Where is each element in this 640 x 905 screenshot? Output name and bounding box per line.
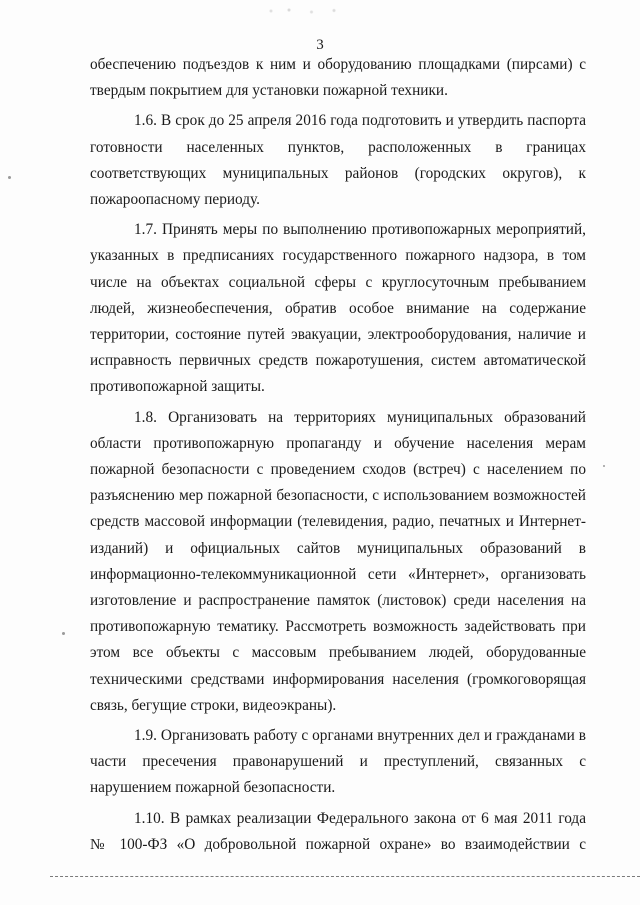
scan-speck	[8, 176, 11, 179]
paragraph-1-10	[90, 806, 586, 858]
scan-artifact	[262, 6, 352, 16]
paragraph-1-6	[90, 108, 586, 213]
text-line: обеспечению подъездов к ним и оборудованию площадками (пирсами) с	[90, 56, 586, 73]
text-line: изготовление и распространение памяток (листовок) среди населения на	[90, 592, 586, 610]
text-line: средств массовой информации (телевидения, радио, печатных и Интернет-	[90, 513, 586, 531]
text-line: изданий) и официальных сайтов муниципальных образований в	[90, 539, 586, 557]
text-line: указанных в предписаниях государственного пожарного надзора, в том	[90, 247, 586, 265]
paragraph-1-8	[90, 405, 586, 719]
text-line: области противопожарную пропаганду и обучение населения мерам	[90, 434, 586, 452]
text-line: 1.7. Принять меры по выполнению противопожарных мероприятий,	[134, 221, 586, 239]
text-line: 1.9. Организовать работу с органами внутренних дел и гражданами в	[134, 727, 586, 745]
text-line: пожарной безопасности с проведением сходов (встреч) с населением по	[90, 461, 586, 479]
paragraph-continuation	[90, 52, 586, 104]
scan-speck	[62, 632, 65, 635]
text-line: готовности населенных пунктов, расположенных в границах	[90, 138, 586, 156]
text-line: 1.6. В срок до 25 апреля 2016 года подготовить и утвердить паспорта	[134, 112, 586, 130]
text-line: 1.10. В рамках реализации Федерального закона от 6 мая 2011 года	[134, 809, 586, 827]
scan-edge-line	[50, 876, 640, 877]
page-number: 3	[316, 37, 324, 53]
text-line: 1.8. Организовать на территориях муниципальных образований	[134, 408, 586, 426]
text-line: числе на объектах социальной сферы с круглосуточным пребыванием	[90, 273, 586, 291]
text-line: противопожарной защиты.	[90, 378, 265, 396]
text-line: пожароопасному периоду.	[90, 191, 260, 209]
text-line: соответствующих муниципальных районов (городских округов), к	[90, 164, 586, 182]
text-line: разъяснению мер пожарной безопасности, с использованием возможностей	[90, 487, 586, 505]
text-line: нарушением пожарной безопасности.	[90, 779, 336, 797]
text-line: твердым покрытием для установки пожарной техники.	[90, 82, 448, 100]
text-line: части пресечения правонарушений и преступлений, связанных с	[90, 753, 586, 771]
text-line: информационно-телекоммуникационной сети «Интернет», организовать	[90, 565, 586, 583]
paragraph-1-7	[90, 217, 586, 400]
text-line: техническими средствами информирования населения (громкоговорящая	[90, 670, 586, 688]
scan-speck	[603, 465, 605, 467]
text-line: исправность первичных средств пожаротушения, систем автоматической	[90, 352, 586, 370]
text-line: противопожарную тематику. Рассмотреть возможность задействовать при	[90, 618, 586, 636]
text-line: территории, состояние путей эвакуации, электрооборудования, наличие и	[90, 326, 586, 344]
text-line: людей, жизнеобеспечения, обратив особое внимание на содержание	[90, 299, 586, 317]
text-line: связь, бегущие строки, видеоэкраны).	[90, 696, 337, 714]
paragraph-1-9	[90, 723, 586, 802]
text-line: № 100-ФЗ «О добровольной пожарной охране» во взаимодействии с	[90, 835, 586, 853]
document-body	[90, 52, 586, 862]
text-line: этом все объекты с массовым пребыванием людей, оборудованные	[90, 644, 586, 662]
